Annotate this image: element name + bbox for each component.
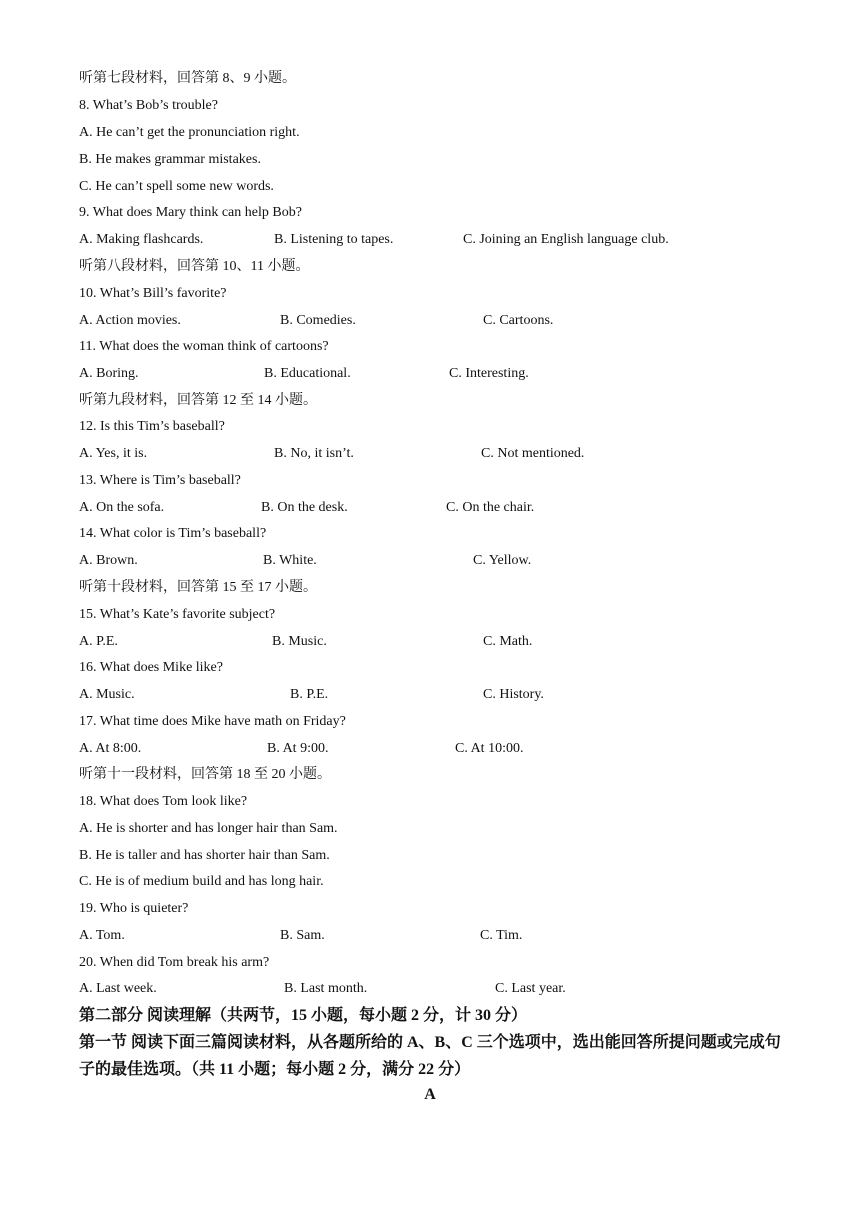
question-12: 12. Is this Tim’s baseball? — [79, 419, 225, 434]
option-11c: C. Interesting. — [449, 366, 529, 381]
option-10a: A. Action movies. — [79, 313, 181, 328]
question-14: 14. What color is Tim’s baseball? — [79, 526, 267, 541]
question-11: 11. What does the woman think of cartoons? — [79, 339, 329, 354]
listening-section-11-header: 听第十一段材料，回答第 18 至 20 小题。 — [79, 767, 331, 782]
question-17: 17. What time does Mike have math on Friday? — [79, 714, 346, 729]
option-16c: C. History. — [483, 687, 544, 702]
option-10b: B. Comedies. — [280, 313, 356, 328]
option-17c: C. At 10:00. — [455, 741, 524, 756]
option-16a: A. Music. — [79, 687, 135, 702]
option-10c: C. Cartoons. — [483, 313, 554, 328]
question-20: 20. When did Tom break his arm? — [79, 955, 270, 970]
option-8c: C. He can’t spell some new words. — [79, 179, 274, 194]
question-10: 10. What’s Bill’s favorite? — [79, 286, 227, 301]
option-18a: A. He is shorter and has longer hair than Sam. — [79, 821, 338, 836]
question-16: 16. What does Mike like? — [79, 660, 223, 675]
option-18c: C. He is of medium build and has long hair. — [79, 874, 324, 889]
option-8b: B. He makes grammar mistakes. — [79, 152, 261, 167]
option-19c: C. Tim. — [480, 928, 523, 943]
option-9a: A. Making flashcards. — [79, 232, 204, 247]
option-12a: A. Yes, it is. — [79, 446, 148, 461]
option-14a: A. Brown. — [79, 553, 138, 568]
question-9: 9. What does Mary think can help Bob? — [79, 205, 302, 220]
option-15a: A. P.E. — [79, 634, 118, 649]
option-14b: B. White. — [263, 553, 317, 568]
option-20b: B. Last month. — [284, 981, 368, 996]
option-20c: C. Last year. — [495, 981, 566, 996]
question-19: 19. Who is quieter? — [79, 901, 189, 916]
option-11b: B. Educational. — [264, 366, 351, 381]
option-20a: A. Last week. — [79, 981, 157, 996]
option-13c: C. On the chair. — [446, 500, 535, 515]
listening-section-8-header: 听第八段材料，回答第 10、11 小题。 — [79, 259, 310, 274]
question-13: 13. Where is Tim’s baseball? — [79, 473, 241, 488]
question-8: 8. What’s Bob’s trouble? — [79, 98, 218, 113]
option-13b: B. On the desk. — [261, 500, 348, 515]
option-18b: B. He is taller and has shorter hair than Sam. — [79, 848, 330, 863]
part-2-heading: 第二部分 阅读理解（共两节，15 小题，每小题 2 分，计 30 分） — [79, 1007, 528, 1024]
option-11a: A. Boring. — [79, 366, 139, 381]
option-12c: C. Not mentioned. — [481, 446, 585, 461]
option-8a: A. He can’t get the pronunciation right. — [79, 125, 300, 140]
option-15c: C. Math. — [483, 634, 533, 649]
option-17a: A. At 8:00. — [79, 741, 142, 756]
option-13a: A. On the sofa. — [79, 500, 165, 515]
section-1-instructions: 第一节 阅读下面三篇阅读材料，从各题所给的 A、B、C 三个选项中，选出能回答所提问题或完成句子的最佳选项。（共 11 小题；每小题 2 分，满分 22 分） — [79, 1034, 781, 1078]
option-14c: C. Yellow. — [473, 553, 532, 568]
listening-section-10-header: 听第十段材料，回答第 15 至 17 小题。 — [79, 580, 317, 595]
listening-section-7-header: 听第七段材料，回答第 8、9 小题。 — [79, 71, 296, 86]
option-12b: B. No, it isn’t. — [274, 446, 354, 461]
question-15: 15. What’s Kate’s favorite subject? — [79, 607, 276, 622]
option-19a: A. Tom. — [79, 928, 125, 943]
option-15b: B. Music. — [272, 634, 327, 649]
option-9c: C. Joining an English language club. — [463, 232, 669, 247]
option-16b: B. P.E. — [290, 687, 329, 702]
option-9b: B. Listening to tapes. — [274, 232, 394, 247]
option-17b: B. At 9:00. — [267, 741, 329, 756]
option-19b: B. Sam. — [280, 928, 325, 943]
listening-section-9-header: 听第九段材料，回答第 12 至 14 小题。 — [79, 393, 317, 408]
question-18: 18. What does Tom look like? — [79, 794, 248, 809]
passage-a-label: A — [424, 1086, 436, 1103]
